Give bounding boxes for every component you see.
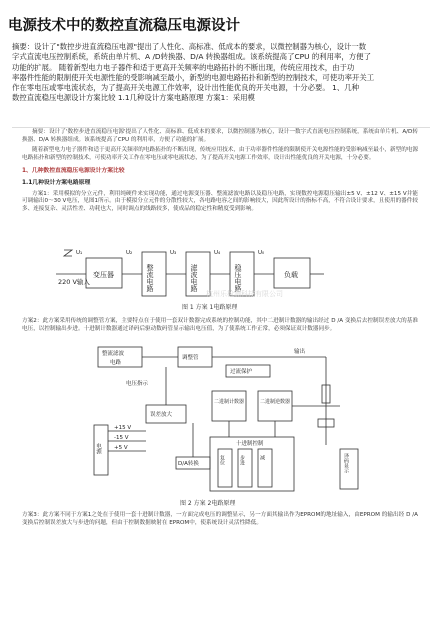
block-label: 负载 (284, 271, 298, 279)
voltage-label: +15 V (114, 425, 132, 431)
block-label: 译码显示 (343, 453, 349, 473)
block-label: 电源 (95, 443, 101, 454)
block-label: 变压器 (93, 271, 114, 279)
block-label: 复位 (219, 455, 225, 465)
u-label: U₂ (126, 250, 133, 256)
abstract-line: 功能的扩展。 随着新型电力电子器件和适于更高开关频率的电路拓扑的不断出现，传统应用技术，由于功 (12, 62, 355, 72)
figure-1-caption: 图 1 方案 1电路原理 (182, 304, 238, 311)
block-label: 二进制计数器 (214, 399, 245, 405)
block-label: 整流电路 (146, 264, 154, 292)
block-label: D/A转换 (178, 461, 199, 467)
block-label: 滤波电路 (190, 264, 198, 292)
block-label: 电路 (110, 360, 122, 366)
watermark: 杭州乐检测科技有限公司 (206, 290, 283, 298)
abstract-line: 摘要：设计了"数控步进直流稳压电源"提出了人性化、高标准、低成本的要求，以微控制器为核心，设计一数 (12, 42, 367, 51)
block-label: 二进制逆数器 (260, 399, 291, 405)
paragraph: 方案2：此方案采用传统的调整管方案，主要特点在于使用一套双计数器完成系统的控制功能，其中二进制计数器的输出经过 D /A 变换后去控制误差放大的基准电压，以控制输出步进。十进制计数器通过译码后驱动数码管显示输出电压值，为了使系统工作正常，必须保证双计数器同步。 (22, 318, 418, 332)
subsection-heading: 1.1几种设计方案电路原理 (22, 179, 91, 186)
page-title: 电源技术中的数控直流稳压电源设计 (8, 18, 240, 34)
block-label: 稳压电路 (234, 264, 242, 292)
paragraph: 随着新型电力电子器件和适于更高开关频率的电路拓扑的不断出现，传统应用技术，由于功率器件性能的限制使开关电源性能的受影响减至最小，新型的电源电路拓扑和新型的控制技术，可使功率开关工作在零电压或零电流状态，为了提高开关电源工作效率，设计出性能优良的开关电源，十分必要。 (22, 147, 418, 161)
block-label: 减 (259, 455, 265, 460)
block-label: 十进制控制 (236, 441, 264, 447)
block-label: 过流保护 (230, 369, 253, 375)
voltage-label: -15 V (114, 435, 129, 441)
figure-2-diagram (86, 345, 386, 495)
section-heading: 1、几种数控直流稳压电源设计方案比较 (22, 168, 125, 175)
block-label: 调整管 (182, 355, 199, 361)
voltage-label: +5 V (114, 445, 128, 451)
block-label: 步进 (239, 455, 245, 465)
abstract-text (12, 42, 430, 104)
u-label: U₀ (258, 250, 265, 256)
block-label: 误差放大 (150, 412, 173, 418)
u-label: U₁ (76, 250, 83, 256)
divider (12, 127, 430, 128)
input-label: 220 V输入 (58, 278, 90, 286)
block-label: 输出 (294, 349, 306, 355)
abstract-line: 作在零电压或零电流状态，为了提高开关电源工作效率，设计出性能优良的开关电源，十分必要。 1、几种 (12, 83, 360, 93)
paragraph: 方案1：采用模拟的分立元件，利用纯硬件来实现功能，通过电源变压器、整流滤波电路以及稳压电路，实现数控电源稳压输出±5 V、±12 V、±15 V并能可调输出0～30 V电压，见图1所示。由于模拟分立元件的分散性较大，各电路电容之间的影响较大，因此所设计的指标不高，不符合设计要求，且使用的器件较多、连接复杂、灵活性差、功耗也大，同时调点的线路较多，使成品的稳定性和精度受到影响。 (22, 190, 418, 212)
abstract-line: 率器件性能的限制使开关电源性能的受影响减至最小，新型的电源电路拓扑和新型的控制技术，可使功率开关工 (12, 72, 375, 82)
paper-body (22, 129, 418, 216)
u-label: U₄ (214, 250, 221, 256)
abstract-line: 字式直流电压控制系统，系统由单片机、A /D转换器、D/A 转换器组成。该系统提高了CPU 的利用率，方便了 (12, 52, 371, 62)
paragraph: 方案3：此方案不同于方案1之处在于使用一套十进制计数器，一方面完成电压的调整显示，另一方面其输出作为EPROM的地址输入，由EPROM 的输出经 D /A变换后控制误差放大与步进的问题，但由于控制数据映射在 EPROM中，使系统设计灵活性降低。 (22, 512, 418, 526)
figure-2-caption: 图 2 方案 2电路原理 (180, 500, 236, 507)
u-label: U₃ (170, 250, 177, 256)
block-label: 电压指示 (126, 381, 149, 387)
block-label: 整流滤波 (102, 351, 125, 357)
abstract-line: 数控直流稳压电源设计方案比较 1.1几种设计方案电路原理 方案1：采用模 (12, 93, 255, 103)
paragraph: 摘要：设计了'数控步进直流稳压电源'提出了人性化、高标准、低成本的要求，以微控制器为核心，设计一数字式直流电压控制系统，系统由单片机、A/D转换器、D/A 转换器组成。该系统提高了CPU 的利用率，方便了功能的扩展。 (22, 129, 418, 143)
